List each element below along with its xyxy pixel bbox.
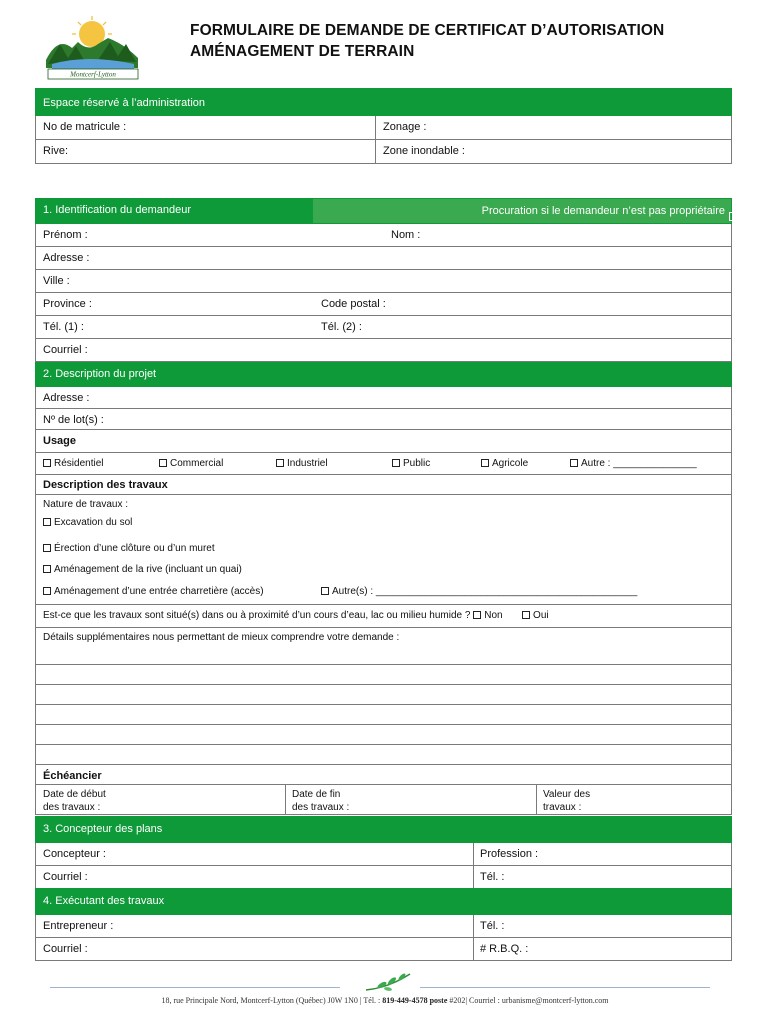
adresse-label: Adresse : (43, 252, 90, 264)
zonage-label: Zonage : (383, 121, 427, 133)
footer-divider-right (420, 987, 710, 988)
excavation-checkbox[interactable] (43, 518, 51, 526)
details-line-4[interactable] (35, 725, 732, 745)
residentiel-checkbox[interactable] (43, 459, 51, 467)
nom-label: Nom : (391, 229, 421, 241)
entrepreneur-label: Entrepreneur : (43, 920, 114, 932)
courriel-row (35, 339, 732, 362)
zone-inondable-label: Zone inondable : (383, 145, 465, 157)
municipality-logo (38, 14, 146, 80)
commercial-checkbox[interactable] (159, 459, 167, 467)
tel1-label: Tél. (1) : (43, 321, 84, 333)
rbq-label: # R.B.Q. : (480, 943, 529, 955)
footer-phone: 819-449-4578 poste (382, 996, 448, 1005)
footer-address: 18, rue Principale Nord, Montcerf-Lytton (Québec) J0W 1N0 | Tél. : (161, 996, 381, 1005)
entrepreneur-tel-label: Tél. : (480, 920, 505, 932)
usage-residentiel[interactable]: Résidentiel (43, 458, 103, 469)
usage-commercial[interactable]: Commercial (159, 458, 223, 469)
section3-heading: 3. Concepteur des plans (35, 816, 732, 843)
date-debut-label: Date de début des travaux : (43, 789, 106, 813)
valeur-label: Valeur des travaux : (543, 789, 591, 813)
travaux-heading-row (35, 475, 732, 495)
svg-text:Montcerf-Lytton: Montcerf-Lytton (70, 70, 116, 79)
option-rive[interactable]: Aménagement de la rive (incluant un quai) (43, 564, 242, 575)
tel2-label: Tél. (2) : (321, 321, 362, 333)
lots-label: Nº de lot(s) : (43, 414, 104, 426)
erection-checkbox[interactable] (43, 544, 51, 552)
echeancier-heading: Échéancier (43, 770, 102, 782)
rive-checkbox[interactable] (43, 565, 51, 573)
entrepreneur-courriel-label: Courriel : (43, 943, 88, 955)
footer-divider-left (50, 987, 340, 988)
admin-heading: Espace réservé à l’administration (35, 88, 732, 116)
concepteur-courriel-label: Courriel : (43, 871, 88, 883)
footer-ext: #202 (449, 996, 466, 1005)
public-checkbox[interactable] (392, 459, 400, 467)
section-identification (35, 198, 732, 362)
autres-checkbox[interactable] (321, 587, 329, 595)
option-autres[interactable]: Autre(s) : _______________________________________________ (321, 586, 637, 597)
rive-label: Rive: (43, 145, 69, 157)
option-erection[interactable]: Érection d’une clôture ou d’un muret (43, 543, 215, 554)
adresse-row (35, 247, 732, 270)
lots-row (35, 409, 732, 430)
concepteur-label: Concepteur : (43, 848, 106, 860)
concepteur-tel-label: Tél. : (480, 871, 505, 883)
prenom-label: Prénom : (43, 229, 88, 241)
leaf-icon (362, 970, 414, 994)
section-concepteur (35, 816, 732, 889)
travaux-options (35, 495, 732, 605)
procuration-label: Procuration si le demandeur n’est pas propriétaire (482, 205, 725, 217)
entrepreneur-courriel-row (35, 938, 732, 961)
province-row (35, 293, 732, 316)
matricule-row (35, 116, 732, 140)
usage-public[interactable]: Public (392, 458, 430, 469)
footer-email[interactable]: urbanisme@montcerf-lytton.com (501, 996, 609, 1005)
footer (0, 996, 770, 1005)
projet-adresse-label: Adresse : (43, 392, 90, 404)
usage-industriel[interactable]: Industriel (276, 458, 328, 469)
section2-heading: 2. Description du projet (35, 362, 732, 387)
agricole-checkbox[interactable] (481, 459, 489, 467)
option-entree[interactable]: Aménagement d’une entrée charretière (accès) (43, 586, 264, 597)
option-excavation[interactable]: Excavation du sol (43, 517, 132, 528)
section-description (35, 362, 732, 815)
entrepreneur-row (35, 915, 732, 938)
courriel-label: Courriel : (43, 344, 88, 356)
footer-email-label: | Courriel : (465, 996, 500, 1005)
details-label: Détails supplémentaires nous permettant de mieux comprendre votre demande : (43, 632, 400, 643)
non-checkbox[interactable] (473, 611, 481, 619)
usage-agricole[interactable]: Agricole (481, 458, 528, 469)
details-line-5[interactable] (35, 745, 732, 765)
usage-heading: Usage (43, 435, 77, 447)
code-postal-label: Code postal : (321, 298, 386, 310)
cours-eau-row (35, 605, 732, 628)
usage-autre[interactable]: Autre : _______________ (570, 458, 697, 469)
usage-heading-row (35, 430, 732, 453)
date-fin-label: Date de fin des travaux : (292, 789, 350, 813)
industriel-checkbox[interactable] (276, 459, 284, 467)
section1-heading: 1. Identification du demandeur Procuration si le demandeur n’est pas propriétaire (35, 198, 732, 224)
matricule-label: No de matricule : (43, 121, 127, 133)
projet-adresse-row (35, 387, 732, 409)
ville-row (35, 270, 732, 293)
page-title: FORMULAIRE DE DEMANDE DE CERTIFICAT D’AUTORISATION AMÉNAGEMENT DE TERRAIN (190, 22, 665, 60)
nature-label: Nature de travaux : (43, 499, 129, 510)
concepteur-row (35, 843, 732, 866)
concepteur-courriel-row (35, 866, 732, 889)
section-executant (35, 888, 732, 961)
profession-label: Profession : (480, 848, 539, 860)
procuration-checkbox[interactable] (729, 212, 738, 221)
entree-checkbox[interactable] (43, 587, 51, 595)
ville-label: Ville : (43, 275, 70, 287)
tel-row (35, 316, 732, 339)
usage-options-row (35, 453, 732, 475)
admin-section (35, 88, 732, 164)
details-line-2[interactable] (35, 685, 732, 705)
province-label: Province : (43, 298, 92, 310)
cours-eau-question: Est-ce que les travaux sont situé(s) dans ou à proximité d’un cours d’eau, lac ou milieu humide ? Non Oui (43, 610, 549, 621)
travaux-heading: Description des travaux (43, 479, 168, 491)
section4-heading: 4. Exécutant des travaux (35, 888, 732, 915)
autre-checkbox[interactable] (570, 459, 578, 467)
oui-checkbox[interactable] (522, 611, 530, 619)
echeancier-row (35, 785, 732, 815)
details-line-1[interactable] (35, 665, 732, 685)
rive-row (35, 140, 732, 164)
echeancier-heading-row (35, 765, 732, 785)
details-row[interactable] (35, 628, 732, 665)
prenom-row (35, 224, 732, 247)
details-line-3[interactable] (35, 705, 732, 725)
